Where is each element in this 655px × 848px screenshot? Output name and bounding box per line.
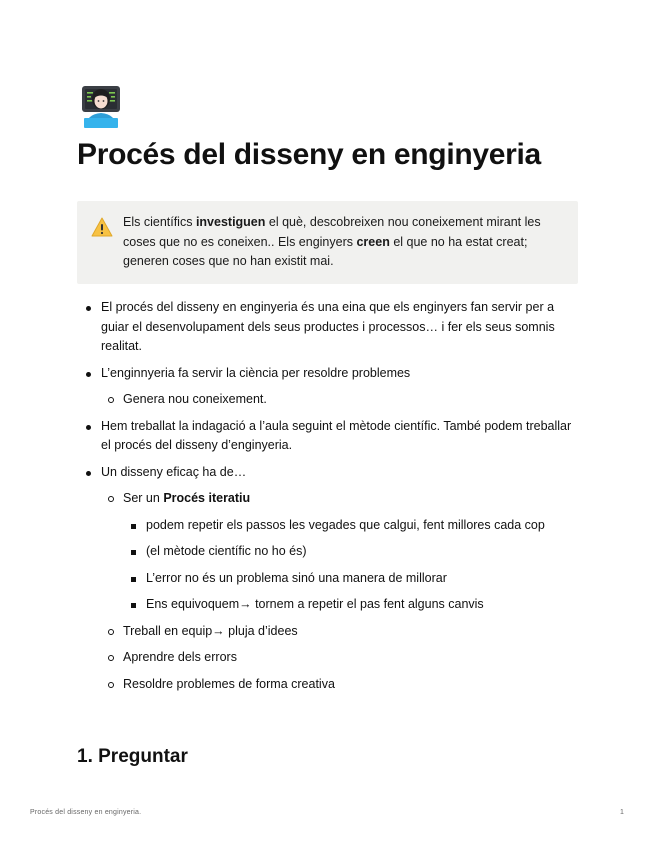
warning-icon [91,217,113,237]
list-item: L’enginnyeria fa servir la ciència per resoldre problemes Genera nou coneixement. [77,364,577,410]
sub-list-item: Aprendre dels errors [101,648,577,668]
footer-page-number: 1 [620,809,624,816]
list-item: El procés del disseny en enginyeria és una eina que els enginyers fan servir per a guiar el desenvolupament dels seus productes i processos… i fer els seus somnis realitat. [77,298,577,357]
callout-box [77,201,578,284]
callout-bold-investiguen: investiguen [195,215,266,229]
sub-sub-list-item: (el mètode científic no ho és) [123,542,577,562]
sub-sub-list-item: Ens equivoquem→ tornem a repetir el pas fent alguns canvis [123,595,577,615]
bullet-list [77,298,577,701]
sub-list [101,390,577,410]
bold-proces-iteratiu: Procés iteratiu [163,491,251,505]
sub-list [101,489,577,694]
callout-bold-creen: creen [356,234,390,249]
sub-sub-list-item: podem repetir els passos les vegades que calgui, fent millores cada cop [123,516,577,536]
sub-sub-list [123,516,577,615]
footer-doc-title: Procés del disseny en enginyeria. [30,809,142,816]
list-item: Hem treballat la indagació a l’aula seguint el mètode científic. També podem treballar el procés del disseny d’enginyeria. [77,417,577,456]
technologist-emoji-icon [78,84,124,128]
list-item: Un disseny eficaç ha de… Ser un Procés iteratiu podem repetir els passos les vegades que calgui, fent millores cada cop (el mètode científic no ho és) L’error no és un problema sinó una manera de millorar Ens equivoquem→ tornem a repetir el pas fent alguns canvis Treball en equip→ pluja d’idees Aprendre dels errors Resoldre problemes de forma creativa [77,463,577,695]
page-title: Procés del disseny en enginyeria [77,138,541,171]
sub-list-item: Ser un Procés iteratiu podem repetir els passos les vegades que calgui, fent millores cada cop (el mètode científic no ho és) L’error no és un problema sinó una manera de millorar Ens equivoquem→ tornem a repetir el pas fent alguns canvis [101,489,577,615]
sub-list-item: Genera nou coneixement. [101,390,577,410]
callout-text: Els científics investiguen el què, descobreixen nou coneixement mirant les coses que no es coneixen.. Els enginyers creen el que no ha estat creat; generen coses que no han existit mai. [123,215,541,268]
sub-list-item: Treball en equip→ pluja d’idees [101,622,577,642]
sub-list-item: Resoldre problemes de forma creativa [101,675,577,695]
sub-sub-list-item: L’error no és un problema sinó una manera de millorar [123,569,577,589]
section-heading: 1. Preguntar [77,746,188,767]
